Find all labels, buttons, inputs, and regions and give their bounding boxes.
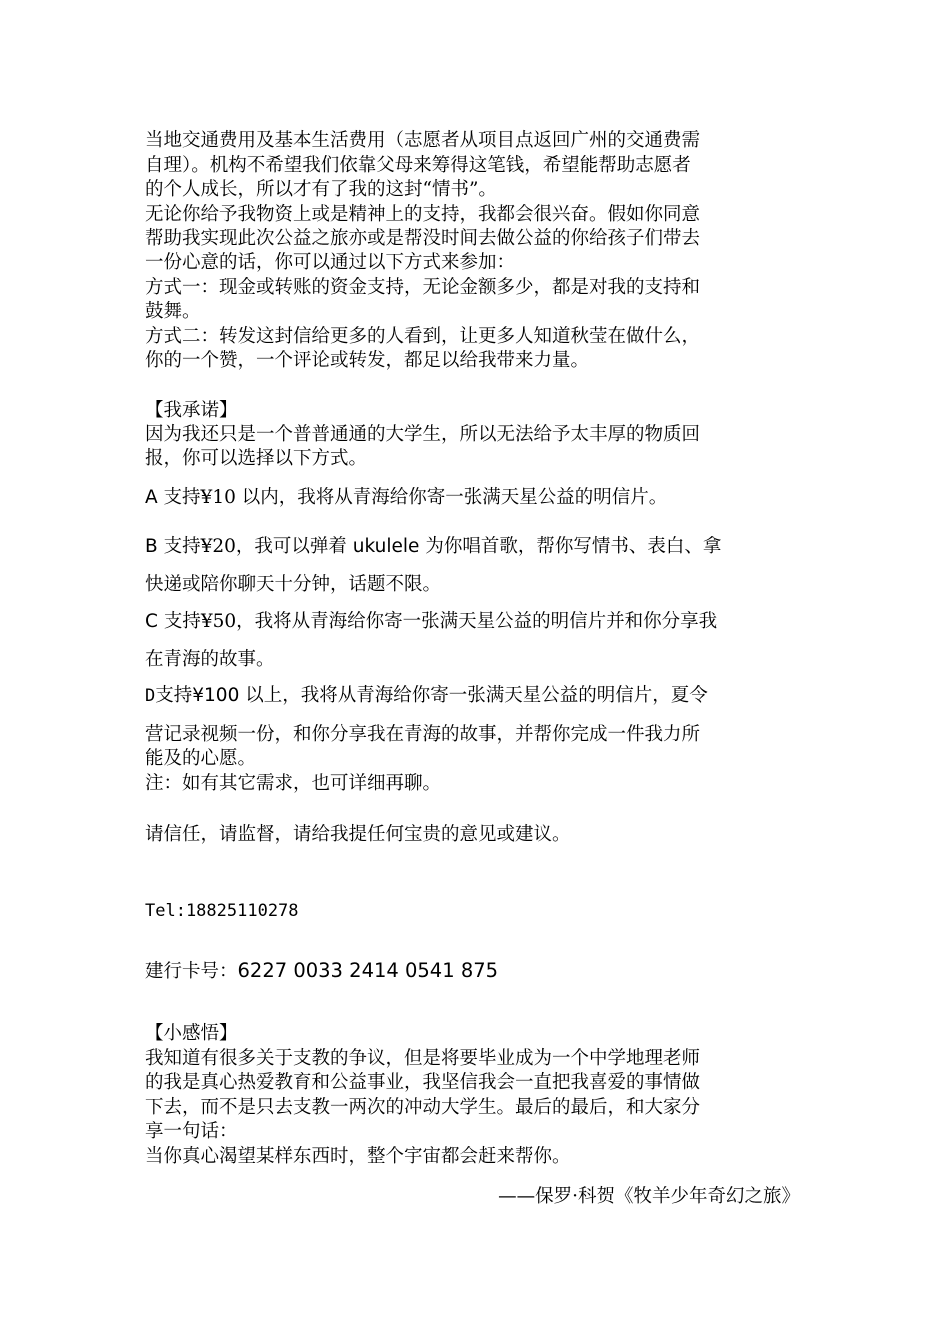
option-b: [145, 535, 721, 559]
option-a-text: 支持¥10 以内，我将从青海给你寄一张满天星公益的明信片。: [163, 487, 668, 508]
para-line: 的个人成长，所以才有了我的这封“情书”。: [145, 179, 497, 200]
promise-heading: 【我承诺】: [145, 400, 238, 421]
option-c-text: 支持¥50，我将从青海给你寄一张满天星公益的明信片并和你分享我: [163, 611, 718, 632]
method-two-line: 你的一个赞，一个评论或转发，都足以给我带来力量。: [145, 350, 590, 371]
para-line: 当地交通费用及基本生活费用（志愿者从项目点返回广州的交通费需: [145, 130, 701, 151]
reflection-line: 我知道有很多关于支教的争议，但是将要毕业成为一个中学地理老师: [145, 1048, 701, 1069]
option-d-text-pre: 支持: [155, 685, 193, 706]
trust-line: 请信任，请监督，请给我提任何宝贵的意见或建议。: [145, 824, 571, 845]
quote-line: 当你真心渴望某样东西时，整个宇宙都会赶来帮你。: [145, 1146, 571, 1167]
method-one-line: 鼓舞。: [145, 301, 201, 322]
option-a-letter: A: [145, 487, 158, 508]
option-c-letter: C: [145, 611, 158, 632]
para-line: 无论你给予我物资上或是精神上的支持，我都会很兴奋。假如你同意: [145, 204, 701, 225]
option-d-text-post: 以上，我将从青海给你寄一张满天星公益的明信片，夏令: [239, 685, 708, 706]
option-d-amount: ¥100: [192, 685, 240, 706]
method-one-line: 方式一：现金或转账的资金支持，无论金额多少，都是对我的支持和: [145, 277, 701, 298]
option-d: [145, 684, 708, 708]
para-line: 一份心意的话，你可以通过以下方式来参加：: [145, 252, 516, 273]
phone-number: Tel:18825110278: [145, 901, 299, 921]
quote-attribution: ——保罗·科贺《牧羊少年奇幻之旅》: [498, 1186, 800, 1207]
reflection-heading: 【小感悟】: [145, 1023, 238, 1044]
method-two-line: 方式二：转发这封信给更多的人看到，让更多人知道秋莹在做什么，: [145, 326, 701, 347]
bank-card: [145, 959, 498, 984]
para-line: 帮助我实现此次公益之旅亦或是帮没时间去做公益的你给孩子们带去: [145, 228, 701, 249]
option-d-line3: 能及的心愿。: [145, 748, 257, 769]
reflection-line: 下去，而不是只去支教一两次的冲动大学生。最后的最后，和大家分: [145, 1097, 701, 1118]
option-b-text-pre: 支持¥20，我可以弹着: [163, 536, 353, 557]
reflection-line: 的我是真心热爱教育和公益事业，我坚信我会一直把我喜爱的事情做: [145, 1072, 701, 1093]
option-c-line2: 在青海的故事。: [145, 649, 275, 670]
note: 注：如有其它需求，也可详细再聊。: [145, 773, 442, 794]
option-b-line2: 快递或陪你聊天十分钟，话题不限。: [145, 574, 442, 595]
para-line: 自理）。机构不希望我们依靠父母来筹得这笔钱，希望能帮助志愿者: [145, 155, 691, 176]
promise-intro-line: 因为我还只是一个普普通通的大学生，所以无法给予太丰厚的物质回: [145, 424, 701, 445]
option-b-text-post: 为你唱首歌，帮你写情书、表白、拿: [419, 536, 722, 557]
option-b-word: ukulele: [352, 536, 420, 557]
reflection-line: 享一句话：: [145, 1121, 238, 1142]
option-a: [145, 486, 667, 510]
option-c: [145, 610, 717, 634]
option-d-letter: D: [145, 686, 156, 706]
option-b-letter: B: [145, 536, 158, 557]
option-d-line2: 营记录视频一份，和你分享我在青海的故事，并帮你完成一件我力所: [145, 724, 701, 745]
promise-intro-line: 报，你可以选择以下方式。: [145, 448, 368, 469]
bank-card-label: 建行卡号：: [145, 961, 238, 982]
bank-card-number: 6227 0033 2414 0541 875: [237, 959, 499, 982]
